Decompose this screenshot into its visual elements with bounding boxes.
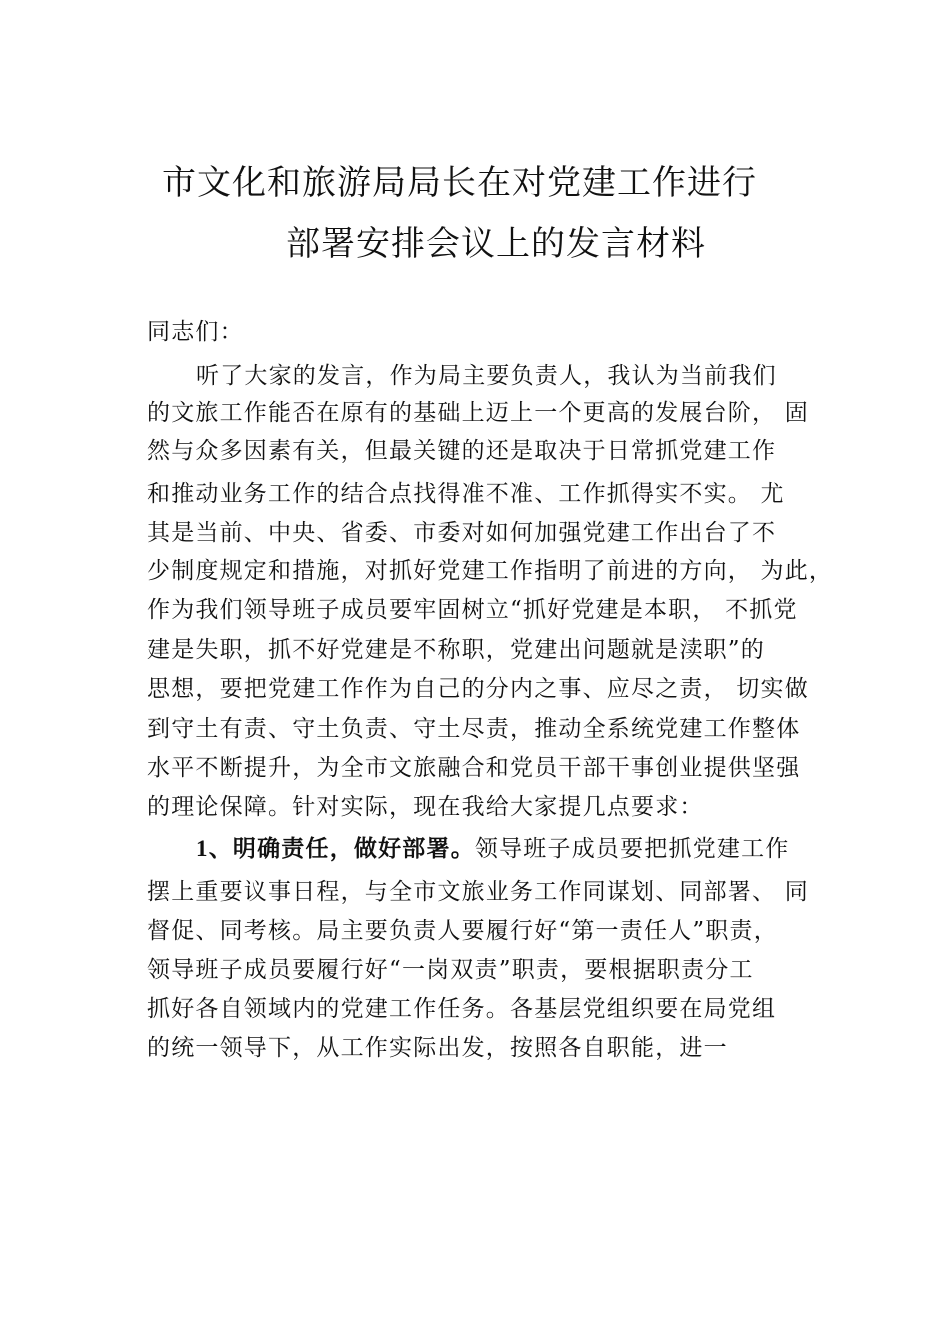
paragraph-1-line: 到守土有责、守土负责、守土尽责，推动全系统党建工作整体: [147, 716, 801, 742]
point-1-heading: 1、明确责任，做好部署。: [196, 836, 475, 861]
paragraph-1-line: 和推动业务工作的结合点找得准不准、工作抓得实不实。 尤: [147, 481, 785, 507]
document-title-line-2: 部署安排会议上的发言材料: [286, 224, 706, 264]
paragraph-1-line: 然与众多因素有关，但最关键的还是取决于日常抓党建工作: [147, 438, 777, 464]
paragraph-1-line: 听了大家的发言，作为局主要负责人，我认为当前我们: [196, 363, 777, 389]
point-1-first-text: 领导班子成员要把抓党建工作: [474, 836, 790, 862]
salutation: 同志们：: [147, 319, 244, 345]
point-1-line: 抓好各自领域内的党建工作任务。各基层党组织要在局党组: [147, 996, 777, 1022]
paragraph-1-line: 的文旅工作能否在原有的基础上迈上一个更高的发展台阶， 固: [147, 400, 809, 426]
paragraph-1-line: 其是当前、中央、省委、市委对如何加强党建工作出台了不: [147, 520, 777, 546]
point-1-line: 的统一领导下，从工作实际出发，按照各自职能，进一: [147, 1035, 728, 1061]
point-1-line: 督促、同考核。局主要负责人要履行好“第一责任人”职责，: [147, 918, 778, 944]
paragraph-1-line: 水平不断提升，为全市文旅融合和党员干部干事创业提供坚强: [147, 755, 801, 781]
point-1-line: 摆上重要议事日程，与全市文旅业务工作同谋划、同部署、 同: [147, 879, 809, 905]
paragraph-1-line: 作为我们领导班子成员要牢固树立“抓好党建是本职， 不抓党: [147, 597, 798, 623]
point-1-first-line: [196, 834, 790, 864]
paragraph-1-line: 思想，要把党建工作作为自己的分内之事、应尽之责， 切实做: [147, 676, 809, 702]
paragraph-1-line: 的理论保障。针对实际，现在我给大家提几点要求：: [147, 794, 704, 820]
paragraph-1-line: 少制度规定和措施，对抓好党建工作指明了前进的方向， 为此，: [147, 558, 834, 584]
paragraph-1-line: 建是失职，抓不好党建是不称职，党建出问题就是渎职”的: [147, 637, 765, 663]
document-title-line-1: 市文化和旅游局局长在对党建工作进行: [162, 163, 757, 203]
point-1-line: 领导班子成员要履行好“一岗双责”职责，要根据职责分工: [147, 957, 754, 983]
